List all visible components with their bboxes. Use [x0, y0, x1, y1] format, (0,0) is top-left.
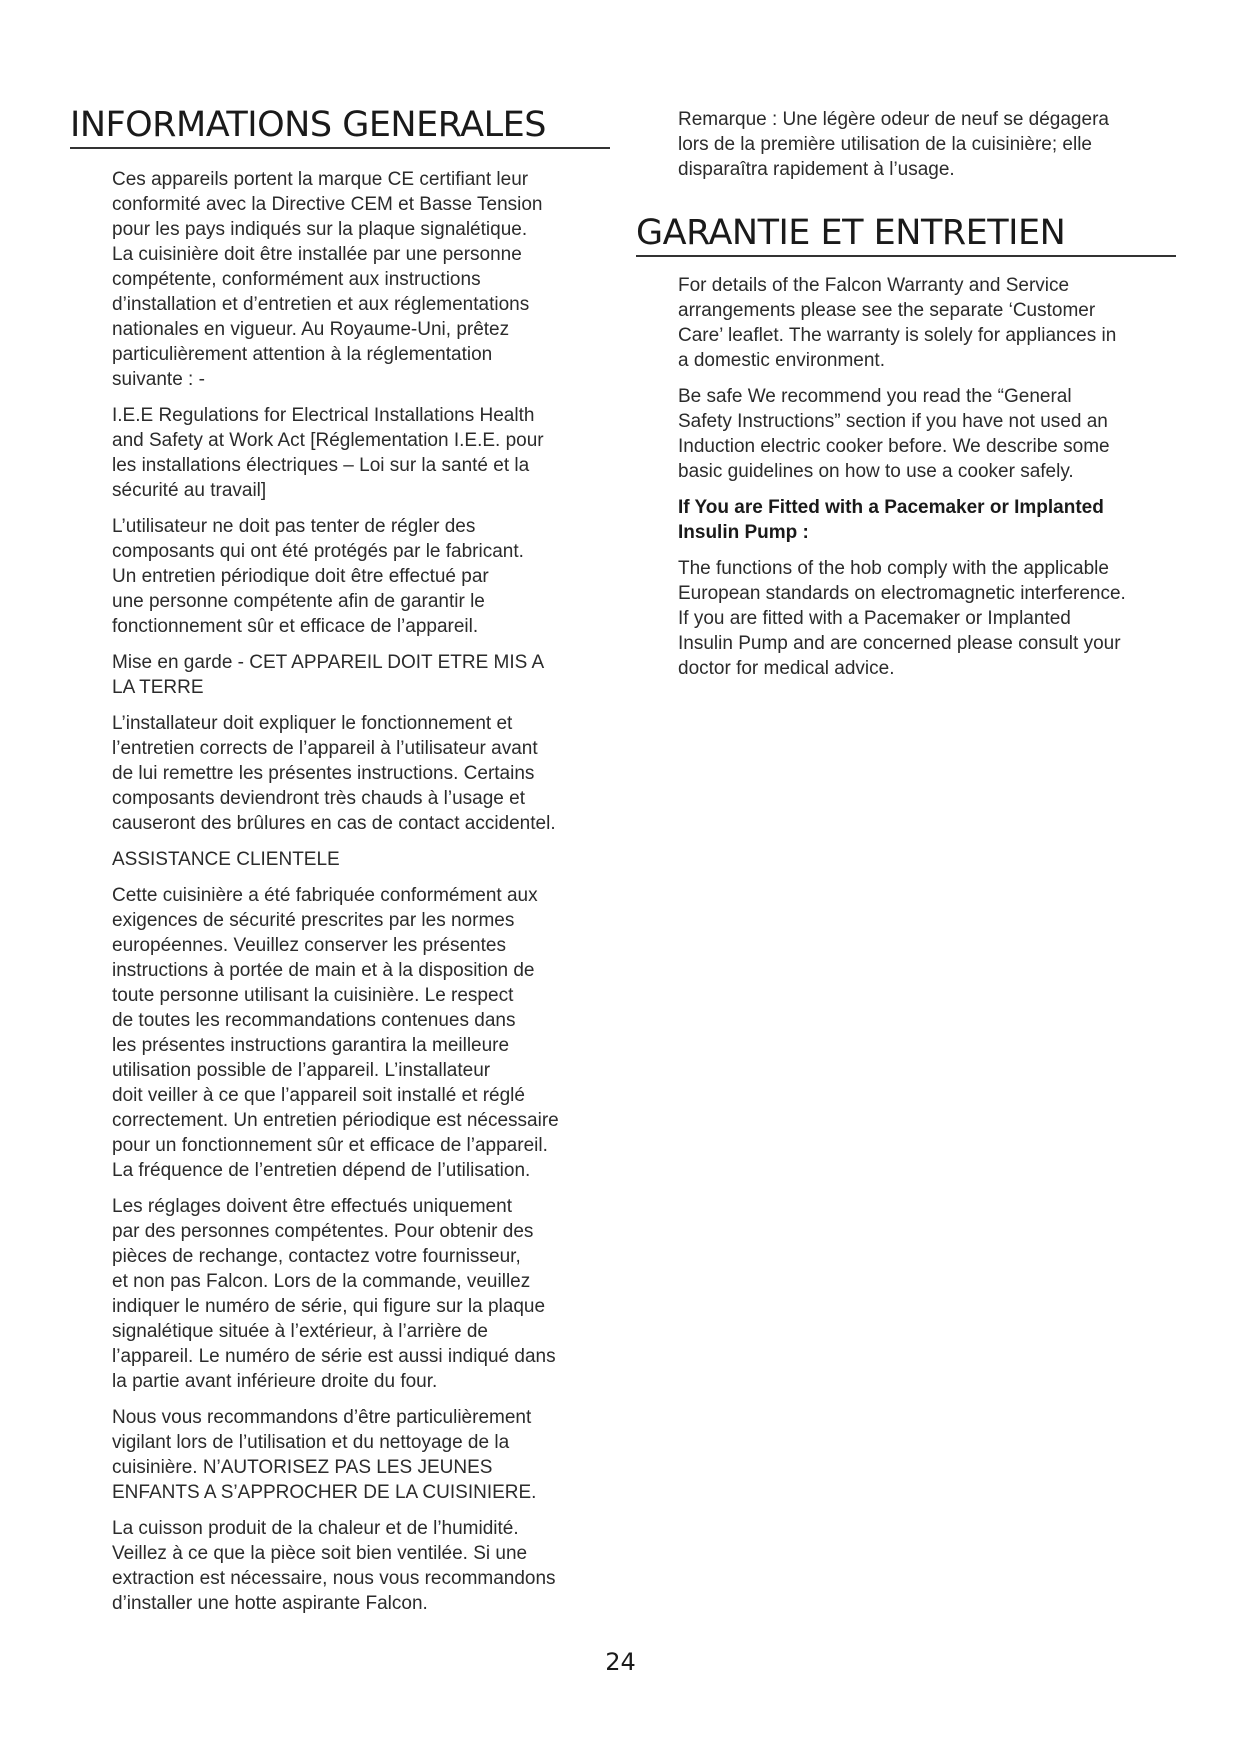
paragraph-pacemaker-advice: The functions of the hob comply with the applicable European standards on electromagnetic interference. If you are fitted with a Pacemaker or Implanted Insulin Pump and are concerned please consult your doctor for medical advice.: [678, 558, 1126, 679]
paragraph-warranty-details: For details of the Falcon Warranty and Service arrangements please see the separate ‘Customer Care’ leaflet. The warranty is solely for appliances in a domestic environment.: [678, 275, 1117, 371]
paragraph-ventilation: La cuisson produit de la chaleur et de l’humidité. Veillez à ce que la pièce soit bien ventilée. Si une extraction est nécessaire, nous vous recommandons d’installer une hotte aspirante Falcon.: [112, 1518, 556, 1614]
left-column-body: [70, 167, 610, 1616]
pacemaker-subheading: If You are Fitted with a Pacemaker or Implanted Insulin Pump :: [678, 497, 1104, 543]
right-column: [636, 107, 1176, 692]
paragraph-ce-marking: Ces appareils portent la marque CE certifiant leur conformité avec la Directive CEM et Basse Tension pour les pays indiqués sur la plaque signalétique. La cuisinière doit être installée par une personne compétente, conformément aux instructions d’installation et d’entretien et aux réglementations nationales en vigueur. Au Royaume-Uni, prêtez particulièrement attention à la réglementation suivante : -: [112, 169, 543, 390]
paragraph-european-standards: Cette cuisinière a été fabriquée conformément aux exigences de sécurité prescrites par les normes européennes. Veuillez conserver les présentes instructions à portée de main et à la disposition de toute personne utilisant la cuisinière. Le respect de toutes les recommandations contenues dans les présentes instructions garantira la meilleure utilisation possible de l’appareil. L’installateur doit veiller à ce que l’appareil soit installé et réglé correctement. Un entretien périodique est nécessaire pour un fonctionnement sûr et efficace de l’appareil. La fréquence de l’entretien dépend de l’utilisation.: [112, 885, 559, 1181]
paragraph-spare-parts: Les réglages doivent être effectués uniquement par des personnes compétentes. Pour obtenir des pièces de rechange, contactez votre fournisseur, et non pas Falcon. Lors de la commande, veuillez indiquer le numéro de série, qui figure sur la plaque signalétique située à l’extérieur, à l’arrière de l’appareil. Le numéro de série est aussi indiqué dans la partie avant inférieure droite du four.: [112, 1196, 556, 1392]
page-number: 24: [605, 1648, 636, 1676]
right-column-body: [636, 273, 1176, 681]
paragraph-new-smell-remark: Remarque : Une légère odeur de neuf se dégagera lors de la première utilisation de la cuisinière; elle disparaîtra rapidement à l’usage.: [678, 109, 1109, 180]
section-heading-general-information: INFORMATIONS GENERALES: [70, 108, 610, 149]
paragraph-be-safe: Be safe We recommend you read the “General Safety Instructions” section if you have not used an Induction electric cooker before. We describe some basic guidelines on how to use a cooker safely.: [678, 386, 1110, 482]
paragraph-earth-warning: Mise en garde - CET APPAREIL DOIT ETRE MIS A LA TERRE: [112, 652, 545, 698]
paragraph-installer-explanation: L’installateur doit expliquer le fonctionnement et l’entretien corrects de l’appareil à l’utilisateur avant de lui remettre les présentes instructions. Certains composants deviendront très chauds à l’usage et causeront des brûlures en cas de contact accidentel.: [112, 713, 556, 834]
paragraph-customer-assistance-label: ASSISTANCE CLIENTELE: [112, 849, 340, 870]
paragraph-iee-regulations: I.E.E Regulations for Electrical Installations Health and Safety at Work Act [Réglementation I.E.E. pour les installations électriques – Loi sur la santé et la sécurité au travail]: [112, 405, 544, 501]
paragraph-user-adjustment: L’utilisateur ne doit pas tenter de régler des composants qui ont été protégés par le fabricant. Un entretien périodique doit être effectué par une personne compétente afin de garantir le fonctionnement sûr et efficace de l’appareil.: [112, 516, 524, 637]
right-column-remark-block: [636, 107, 1176, 182]
left-column: [70, 105, 610, 1627]
section-heading-warranty-service: GARANTIE ET ENTRETIEN: [636, 216, 1176, 257]
paragraph-children-warning: Nous vous recommandons d’être particulièrement vigilant lors de l’utilisation et du nettoyage de la cuisinière. N’AUTORISEZ PAS LES JEUNES ENFANTS A S’APPROCHER DE LA CUISINIERE.: [112, 1407, 537, 1503]
